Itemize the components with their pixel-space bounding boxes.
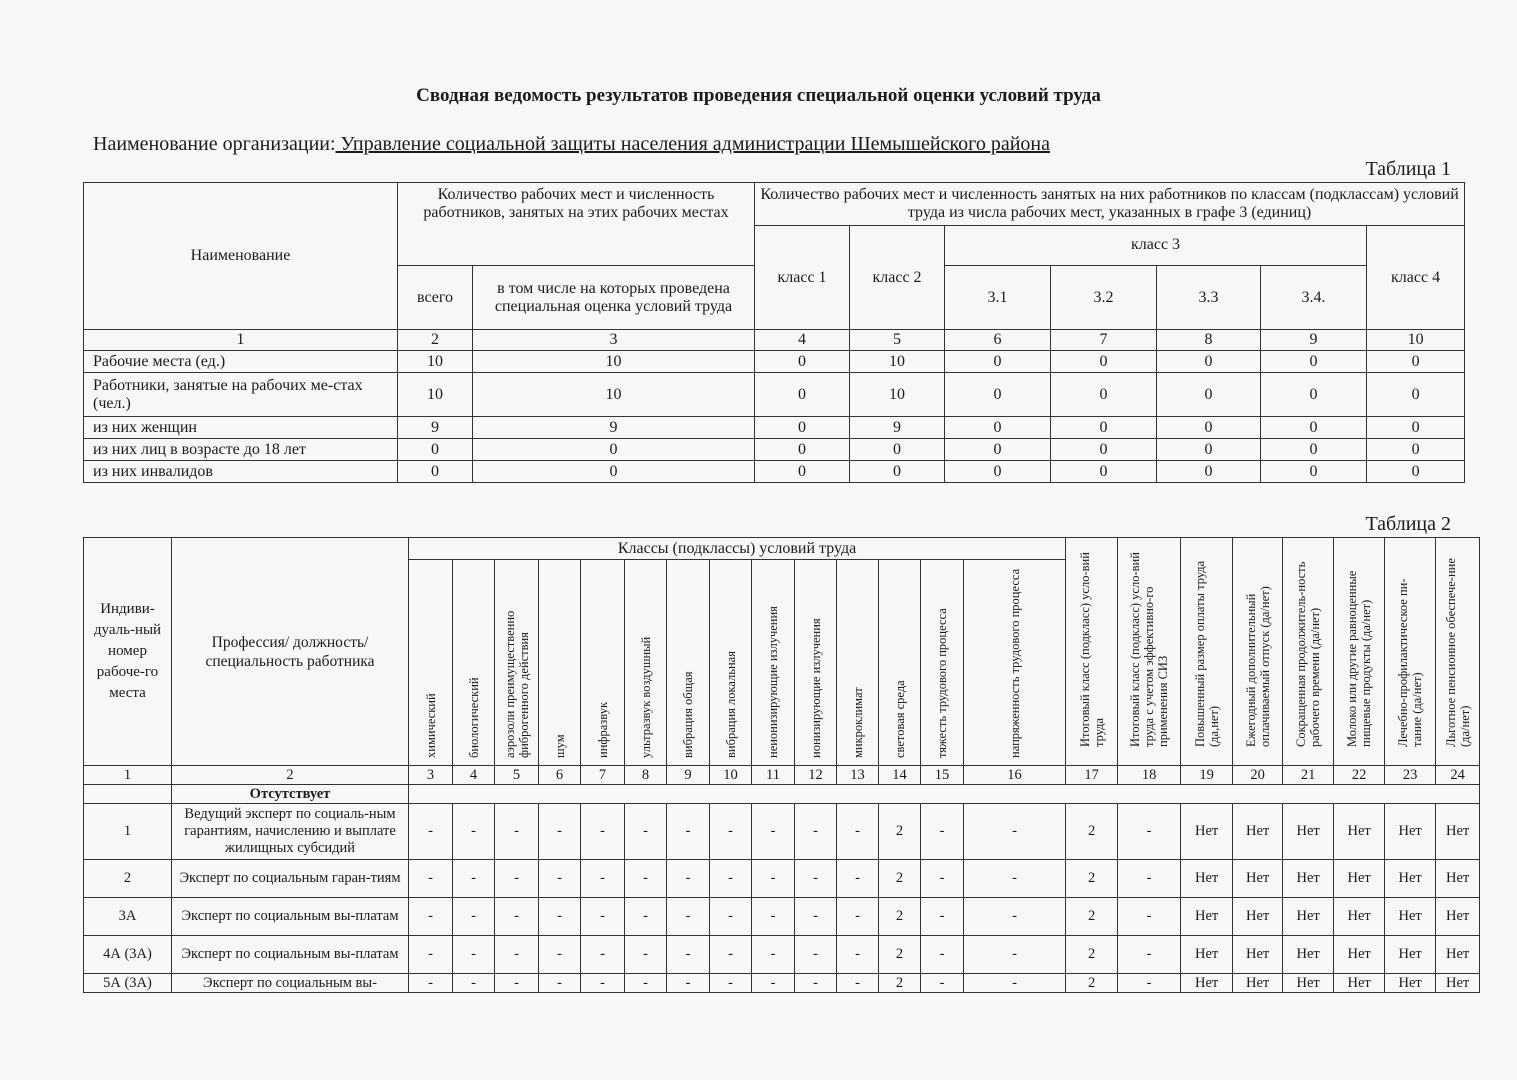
t1-row-name: Рабочие места (ед.): [84, 351, 398, 373]
t1-cell: 0: [850, 461, 945, 483]
t2-colnum: 6: [539, 766, 581, 785]
t2-colnum: 19: [1181, 766, 1233, 785]
t2-header-extra-label: Ежегодный дополнительный оплачиваемый отпуск (да/нет): [1243, 586, 1272, 747]
t1-header-class3: класс 3: [945, 226, 1367, 266]
t1-cell: 9: [473, 417, 755, 439]
t2-cell: -: [625, 974, 667, 993]
t1-cell: 10: [398, 351, 473, 373]
t1-row-name: Работники, занятые на рабочих ме-стах (чел.): [84, 373, 398, 417]
t1-cell: 10: [398, 373, 473, 417]
t2-cell: -: [667, 804, 710, 860]
t2-cell: -: [921, 936, 964, 974]
t1-cell: 0: [755, 351, 850, 373]
t2-colnum: 3: [409, 766, 453, 785]
t1-cell: 0: [945, 461, 1051, 483]
t2-factor-label: тяжесть трудового процесса: [935, 608, 949, 758]
t2-cell: -: [837, 898, 879, 936]
t1-row-name: из них лиц в возрасте до 18 лет: [84, 439, 398, 461]
t2-header-classes: Классы (подклассы) условий труда: [409, 538, 1066, 560]
t2-cell: -: [795, 804, 837, 860]
t2-row: [84, 936, 1480, 974]
t1-cell: 0: [473, 439, 755, 461]
t2-cell: Нет: [1283, 936, 1334, 974]
t2-cell: -: [1118, 936, 1181, 974]
t1-row-name: из них женщин: [84, 417, 398, 439]
t2-cell: 2: [1066, 898, 1118, 936]
t2-row-id: 4А (3А): [84, 936, 172, 974]
t2-factor-header: [879, 560, 921, 766]
t2-cell: Нет: [1181, 898, 1233, 936]
t1-cell: 0: [398, 439, 473, 461]
t1-header-count: Количество рабочих мест и численность работников, занятых на этих рабочих местах: [398, 183, 755, 266]
t2-cell: -: [453, 804, 495, 860]
t2-cell: Нет: [1385, 898, 1436, 936]
t1-row: [84, 417, 1465, 439]
t2-cell: -: [1118, 804, 1181, 860]
t2-cell: -: [539, 936, 581, 974]
t2-cell: -: [710, 898, 752, 936]
t2-header-extra-label: Льготное пенсионное обеспече-ние (да/нет): [1443, 558, 1472, 747]
t1-header-class2: класс 2: [850, 226, 945, 330]
t2-row: [84, 974, 1480, 993]
t2-cell: Нет: [1385, 804, 1436, 860]
t2-cell: 2: [879, 898, 921, 936]
t2-cell: 2: [1066, 804, 1118, 860]
t1-column-numbers: [84, 330, 1465, 351]
t2-section-title: Отсутствует: [172, 785, 409, 804]
t1-row: [84, 439, 1465, 461]
t1-cell: 0: [1261, 417, 1367, 439]
t2-colnum: 10: [710, 766, 752, 785]
t2-header-id: Индиви-дуаль-ный номер рабоче-го места: [84, 538, 172, 766]
t2-header-extra: [1181, 538, 1233, 766]
t1-cell: 0: [755, 417, 850, 439]
t2-cell: -: [581, 898, 625, 936]
t1-cell: 0: [1051, 439, 1157, 461]
t2-header-extra: [1118, 538, 1181, 766]
t2-cell: -: [710, 974, 752, 993]
t1-cell: 10: [473, 373, 755, 417]
t2-colnum: 13: [837, 766, 879, 785]
t2-header-extra: [1066, 538, 1118, 766]
t2-cell: -: [625, 860, 667, 898]
t2-cell: -: [837, 974, 879, 993]
t2-colnum: 16: [964, 766, 1066, 785]
t2-section-spacer: [84, 785, 172, 804]
t2-cell: Нет: [1181, 936, 1233, 974]
t2-cell: Нет: [1283, 804, 1334, 860]
t1-colnum: 2: [398, 330, 473, 351]
t2-cell: Нет: [1283, 860, 1334, 898]
t1-cell: 0: [1367, 351, 1465, 373]
t2-cell: -: [921, 974, 964, 993]
t1-cell: 10: [850, 373, 945, 417]
t1-colnum: 1: [84, 330, 398, 351]
t2-cell: -: [409, 898, 453, 936]
table2-caption: Таблица 2: [1365, 513, 1451, 535]
t2-cell: -: [837, 860, 879, 898]
t1-row: [84, 373, 1465, 417]
t2-header-extra: [1233, 538, 1283, 766]
t1-colnum: 10: [1367, 330, 1465, 351]
t2-row: [84, 860, 1480, 898]
t1-colnum: 4: [755, 330, 850, 351]
t1-colnum: 3: [473, 330, 755, 351]
t2-cell: -: [964, 860, 1066, 898]
t1-header-3-2: 3.2: [1051, 266, 1157, 330]
t1-cell: 0: [1367, 461, 1465, 483]
t2-cell: Нет: [1233, 936, 1283, 974]
t1-cell: 0: [1157, 439, 1261, 461]
t2-cell: -: [795, 898, 837, 936]
t2-cell: -: [453, 974, 495, 993]
t2-cell: -: [495, 804, 539, 860]
t2-cell: -: [964, 974, 1066, 993]
t2-cell: Нет: [1233, 974, 1283, 993]
t1-cell: 0: [850, 439, 945, 461]
t2-header-extra-label: Молоко или другие равноценные пищевые продукты (да/нет): [1345, 570, 1374, 747]
t2-cell: -: [453, 936, 495, 974]
t2-cell: Нет: [1436, 974, 1480, 993]
organization-label: Наименование организации:: [93, 133, 336, 155]
t2-cell: -: [453, 898, 495, 936]
t2-colnum: 2: [172, 766, 409, 785]
t2-factor-header: [495, 560, 539, 766]
t2-cell: Нет: [1385, 936, 1436, 974]
t2-colnum: 1: [84, 766, 172, 785]
t2-cell: -: [710, 804, 752, 860]
t2-cell: -: [667, 936, 710, 974]
t2-colnum: 14: [879, 766, 921, 785]
t1-row-name: из них инвалидов: [84, 461, 398, 483]
t2-colnum: 20: [1233, 766, 1283, 785]
t1-row: [84, 461, 1465, 483]
t1-colnum: 5: [850, 330, 945, 351]
t2-colnum: 12: [795, 766, 837, 785]
t2-cell: Нет: [1385, 974, 1436, 993]
t2-row-id: 1: [84, 804, 172, 860]
t2-cell: 2: [879, 860, 921, 898]
t1-cell: 9: [850, 417, 945, 439]
t2-cell: -: [921, 898, 964, 936]
t2-factor-header: [539, 560, 581, 766]
t2-cell: -: [710, 936, 752, 974]
t1-cell: 0: [1261, 373, 1367, 417]
t2-cell: -: [409, 804, 453, 860]
t1-header-3-3: 3.3: [1157, 266, 1261, 330]
t2-cell: -: [795, 860, 837, 898]
t2-factor-label: аэрозоли преимущественно фиброгенного действия: [502, 610, 531, 758]
t2-cell: -: [539, 974, 581, 993]
t1-cell: 0: [1157, 417, 1261, 439]
t1-colnum: 6: [945, 330, 1051, 351]
t2-cell: Нет: [1233, 860, 1283, 898]
t1-colnum: 9: [1261, 330, 1367, 351]
document-title: Сводная ведомость результатов проведения специальной оценки условий труда: [416, 85, 1101, 106]
t2-factor-label: световая среда: [892, 680, 907, 758]
t2-cell: -: [752, 860, 795, 898]
t2-cell: -: [795, 936, 837, 974]
t1-header-3-4: 3.4.: [1261, 266, 1367, 330]
t1-cell: 0: [473, 461, 755, 483]
t1-cell: 0: [945, 439, 1051, 461]
t2-factor-header: [710, 560, 752, 766]
t2-cell: -: [539, 898, 581, 936]
t2-cell: -: [495, 936, 539, 974]
t1-cell: 9: [398, 417, 473, 439]
t2-row-id: 2: [84, 860, 172, 898]
t2-factor-label: ионизирующие излучения: [808, 618, 823, 758]
t2-factor-label: вибрация локальная: [723, 651, 738, 758]
t1-header-assessed: в том числе на которых проведена специальная оценка условий труда: [473, 266, 755, 330]
t2-row: [84, 804, 1480, 860]
t2-factor-header: [625, 560, 667, 766]
t2-cell: Нет: [1436, 860, 1480, 898]
t2-factor-label: микроклимат: [850, 687, 865, 758]
t2-cell: Нет: [1181, 860, 1233, 898]
t2-cell: -: [795, 974, 837, 993]
t2-cell: -: [1118, 860, 1181, 898]
t2-header-profession: Профессия/ должность/ специальность работника: [172, 538, 409, 766]
t2-cell: Нет: [1181, 974, 1233, 993]
t1-cell: 0: [945, 373, 1051, 417]
t1-colnum: 7: [1051, 330, 1157, 351]
t2-factor-header: [581, 560, 625, 766]
t2-row-profession: Ведущий эксперт по социаль-ным гарантиям, начислению и выплате жилищных субсидий: [172, 804, 409, 860]
t2-colnum: 11: [752, 766, 795, 785]
t2-cell: -: [1118, 974, 1181, 993]
t2-colnum: 8: [625, 766, 667, 785]
t2-row-profession: Эксперт по социальным вы-платам: [172, 898, 409, 936]
t2-cell: -: [409, 860, 453, 898]
t2-colnum: 18: [1118, 766, 1181, 785]
t1-cell: 0: [1157, 461, 1261, 483]
t2-colnum: 23: [1385, 766, 1436, 785]
t2-cell: Нет: [1385, 860, 1436, 898]
t2-cell: -: [837, 804, 879, 860]
t2-cell: -: [964, 898, 1066, 936]
t1-cell: 0: [1261, 461, 1367, 483]
t2-cell: Нет: [1436, 898, 1480, 936]
t2-colnum: 9: [667, 766, 710, 785]
t2-cell: Нет: [1436, 804, 1480, 860]
t2-row-profession: Эксперт по социальным вы-платам: [172, 936, 409, 974]
t1-header-3-1: 3.1: [945, 266, 1051, 330]
t2-cell: Нет: [1283, 974, 1334, 993]
t2-header-extra: [1334, 538, 1385, 766]
t2-cell: -: [409, 974, 453, 993]
t1-header-classes: Количество рабочих мест и численность занятых на них работников по классам (подклассам) условий труда из числа рабочих мест, указанных в графе 3 (единиц): [755, 183, 1465, 226]
t1-cell: 0: [1367, 439, 1465, 461]
t2-cell: -: [710, 860, 752, 898]
t2-cell: -: [752, 936, 795, 974]
t2-cell: -: [667, 898, 710, 936]
t1-cell: 0: [1051, 461, 1157, 483]
t2-factor-label: инфразвук: [595, 701, 610, 758]
t2-row-id: 3А: [84, 898, 172, 936]
t2-cell: 2: [879, 936, 921, 974]
t2-header-extra: [1436, 538, 1480, 766]
t2-colnum: 22: [1334, 766, 1385, 785]
t1-cell: 0: [755, 373, 850, 417]
t2-section-fill: [409, 785, 1480, 804]
t2-colnum: 15: [921, 766, 964, 785]
t2-cell: -: [581, 936, 625, 974]
t1-header-class4: класс 4: [1367, 226, 1465, 330]
t2-cell: 2: [1066, 936, 1118, 974]
t1-cell: 0: [1261, 439, 1367, 461]
summary-table: [83, 182, 1465, 483]
t2-cell: Нет: [1334, 936, 1385, 974]
t2-cell: Нет: [1334, 974, 1385, 993]
t2-factor-label: вибрация общая: [681, 671, 695, 758]
t1-cell: 0: [755, 439, 850, 461]
t1-cell: 0: [945, 417, 1051, 439]
t1-cell: 10: [850, 351, 945, 373]
workplaces-table: [83, 537, 1480, 993]
t1-colnum: 8: [1157, 330, 1261, 351]
t1-cell: 0: [1261, 351, 1367, 373]
table1-caption: Таблица 1: [1365, 158, 1451, 180]
t1-cell: 0: [398, 461, 473, 483]
t2-factor-header: [837, 560, 879, 766]
t2-factor-header: [667, 560, 710, 766]
t2-colnum: 5: [495, 766, 539, 785]
t2-cell: -: [539, 860, 581, 898]
t2-cell: -: [752, 898, 795, 936]
t2-cell: Нет: [1436, 936, 1480, 974]
t2-cell: 2: [879, 804, 921, 860]
t2-cell: Нет: [1181, 804, 1233, 860]
t2-row-profession: Эксперт по социальным гаран-тиям: [172, 860, 409, 898]
t2-cell: -: [581, 804, 625, 860]
t2-header-extra-label: Итоговый класс (подкласс) усло-вий труда: [1077, 552, 1106, 747]
t2-row-profession: Эксперт по социальным вы-: [172, 974, 409, 993]
t2-cell: -: [921, 860, 964, 898]
t2-cell: -: [752, 974, 795, 993]
t2-cell: -: [495, 974, 539, 993]
organization-name: Управление социальной защиты населения администрации Шемышейского района: [335, 133, 1051, 155]
t2-cell: -: [964, 804, 1066, 860]
t2-header-extra-label: Сокращенная продолжитель-ность рабочего времени (да/нет): [1294, 561, 1323, 747]
t2-cell: 2: [1066, 974, 1118, 993]
t1-row: [84, 351, 1465, 373]
t2-cell: Нет: [1334, 804, 1385, 860]
t2-column-numbers: [84, 766, 1480, 785]
t2-cell: 2: [879, 974, 921, 993]
t2-factor-label: ультразвук воздушный: [638, 636, 653, 758]
t1-cell: 0: [945, 351, 1051, 373]
t2-header-extra-label: Повышенный размер оплаты труда (да,нет): [1192, 560, 1221, 747]
t2-header-extra: [1385, 538, 1436, 766]
t2-cell: -: [625, 804, 667, 860]
t2-cell: -: [921, 804, 964, 860]
t2-cell: Нет: [1334, 898, 1385, 936]
t2-factor-label: биологический: [466, 677, 481, 758]
t2-factor-header: [752, 560, 795, 766]
t1-header-class1: класс 1: [755, 226, 850, 330]
t2-cell: -: [1118, 898, 1181, 936]
t2-cell: -: [964, 936, 1066, 974]
t2-cell: -: [409, 936, 453, 974]
t2-factor-label: шум: [552, 734, 567, 758]
t1-cell: 0: [1367, 373, 1465, 417]
t2-cell: -: [837, 936, 879, 974]
t2-header-extra-label: Лечебно-профилактическое пи-тание (да/нет): [1396, 578, 1425, 747]
t2-cell: Нет: [1334, 860, 1385, 898]
t2-cell: -: [539, 804, 581, 860]
t2-colnum: 7: [581, 766, 625, 785]
t2-cell: -: [495, 898, 539, 936]
t1-cell: 0: [1157, 373, 1261, 417]
t2-cell: -: [625, 936, 667, 974]
t2-factor-header: [921, 560, 964, 766]
t1-cell: 0: [755, 461, 850, 483]
t1-header-total: всего: [398, 266, 473, 330]
t2-factor-header: [409, 560, 453, 766]
t2-row-id: 5А (3А): [84, 974, 172, 993]
t2-cell: -: [667, 974, 710, 993]
t2-colnum: 24: [1436, 766, 1480, 785]
t2-cell: Нет: [1233, 898, 1283, 936]
t2-colnum: 4: [453, 766, 495, 785]
t1-header-name: Наименование: [84, 183, 398, 330]
t2-cell: -: [581, 860, 625, 898]
t2-factor-label: напряженность трудового процесса: [1007, 568, 1022, 758]
t2-colnum: 17: [1066, 766, 1118, 785]
t2-factor-header: [795, 560, 837, 766]
t2-colnum: 21: [1283, 766, 1334, 785]
t2-factor-label: химический: [423, 693, 438, 758]
organization-line: [93, 133, 1050, 156]
t1-cell: 0: [1051, 417, 1157, 439]
t2-cell: -: [752, 804, 795, 860]
t1-cell: 0: [1051, 373, 1157, 417]
t2-cell: -: [625, 898, 667, 936]
t1-cell: 0: [1051, 351, 1157, 373]
t2-cell: Нет: [1233, 804, 1283, 860]
t2-row: [84, 898, 1480, 936]
t2-factor-header: [964, 560, 1066, 766]
t2-cell: -: [581, 974, 625, 993]
t2-cell: -: [453, 860, 495, 898]
t2-cell: Нет: [1283, 898, 1334, 936]
t2-header-extra-label: Итоговый класс (подкласс) усло-вий труда с учетом эффективно-го применения СИЗ: [1128, 552, 1171, 747]
t2-cell: -: [667, 860, 710, 898]
t2-factor-label: неионизирующие излучения: [766, 606, 780, 758]
t1-cell: 10: [473, 351, 755, 373]
t2-factor-header: [453, 560, 495, 766]
t2-cell: -: [495, 860, 539, 898]
t1-cell: 0: [1157, 351, 1261, 373]
t2-header-extra: [1283, 538, 1334, 766]
t1-cell: 0: [1367, 417, 1465, 439]
t2-cell: 2: [1066, 860, 1118, 898]
